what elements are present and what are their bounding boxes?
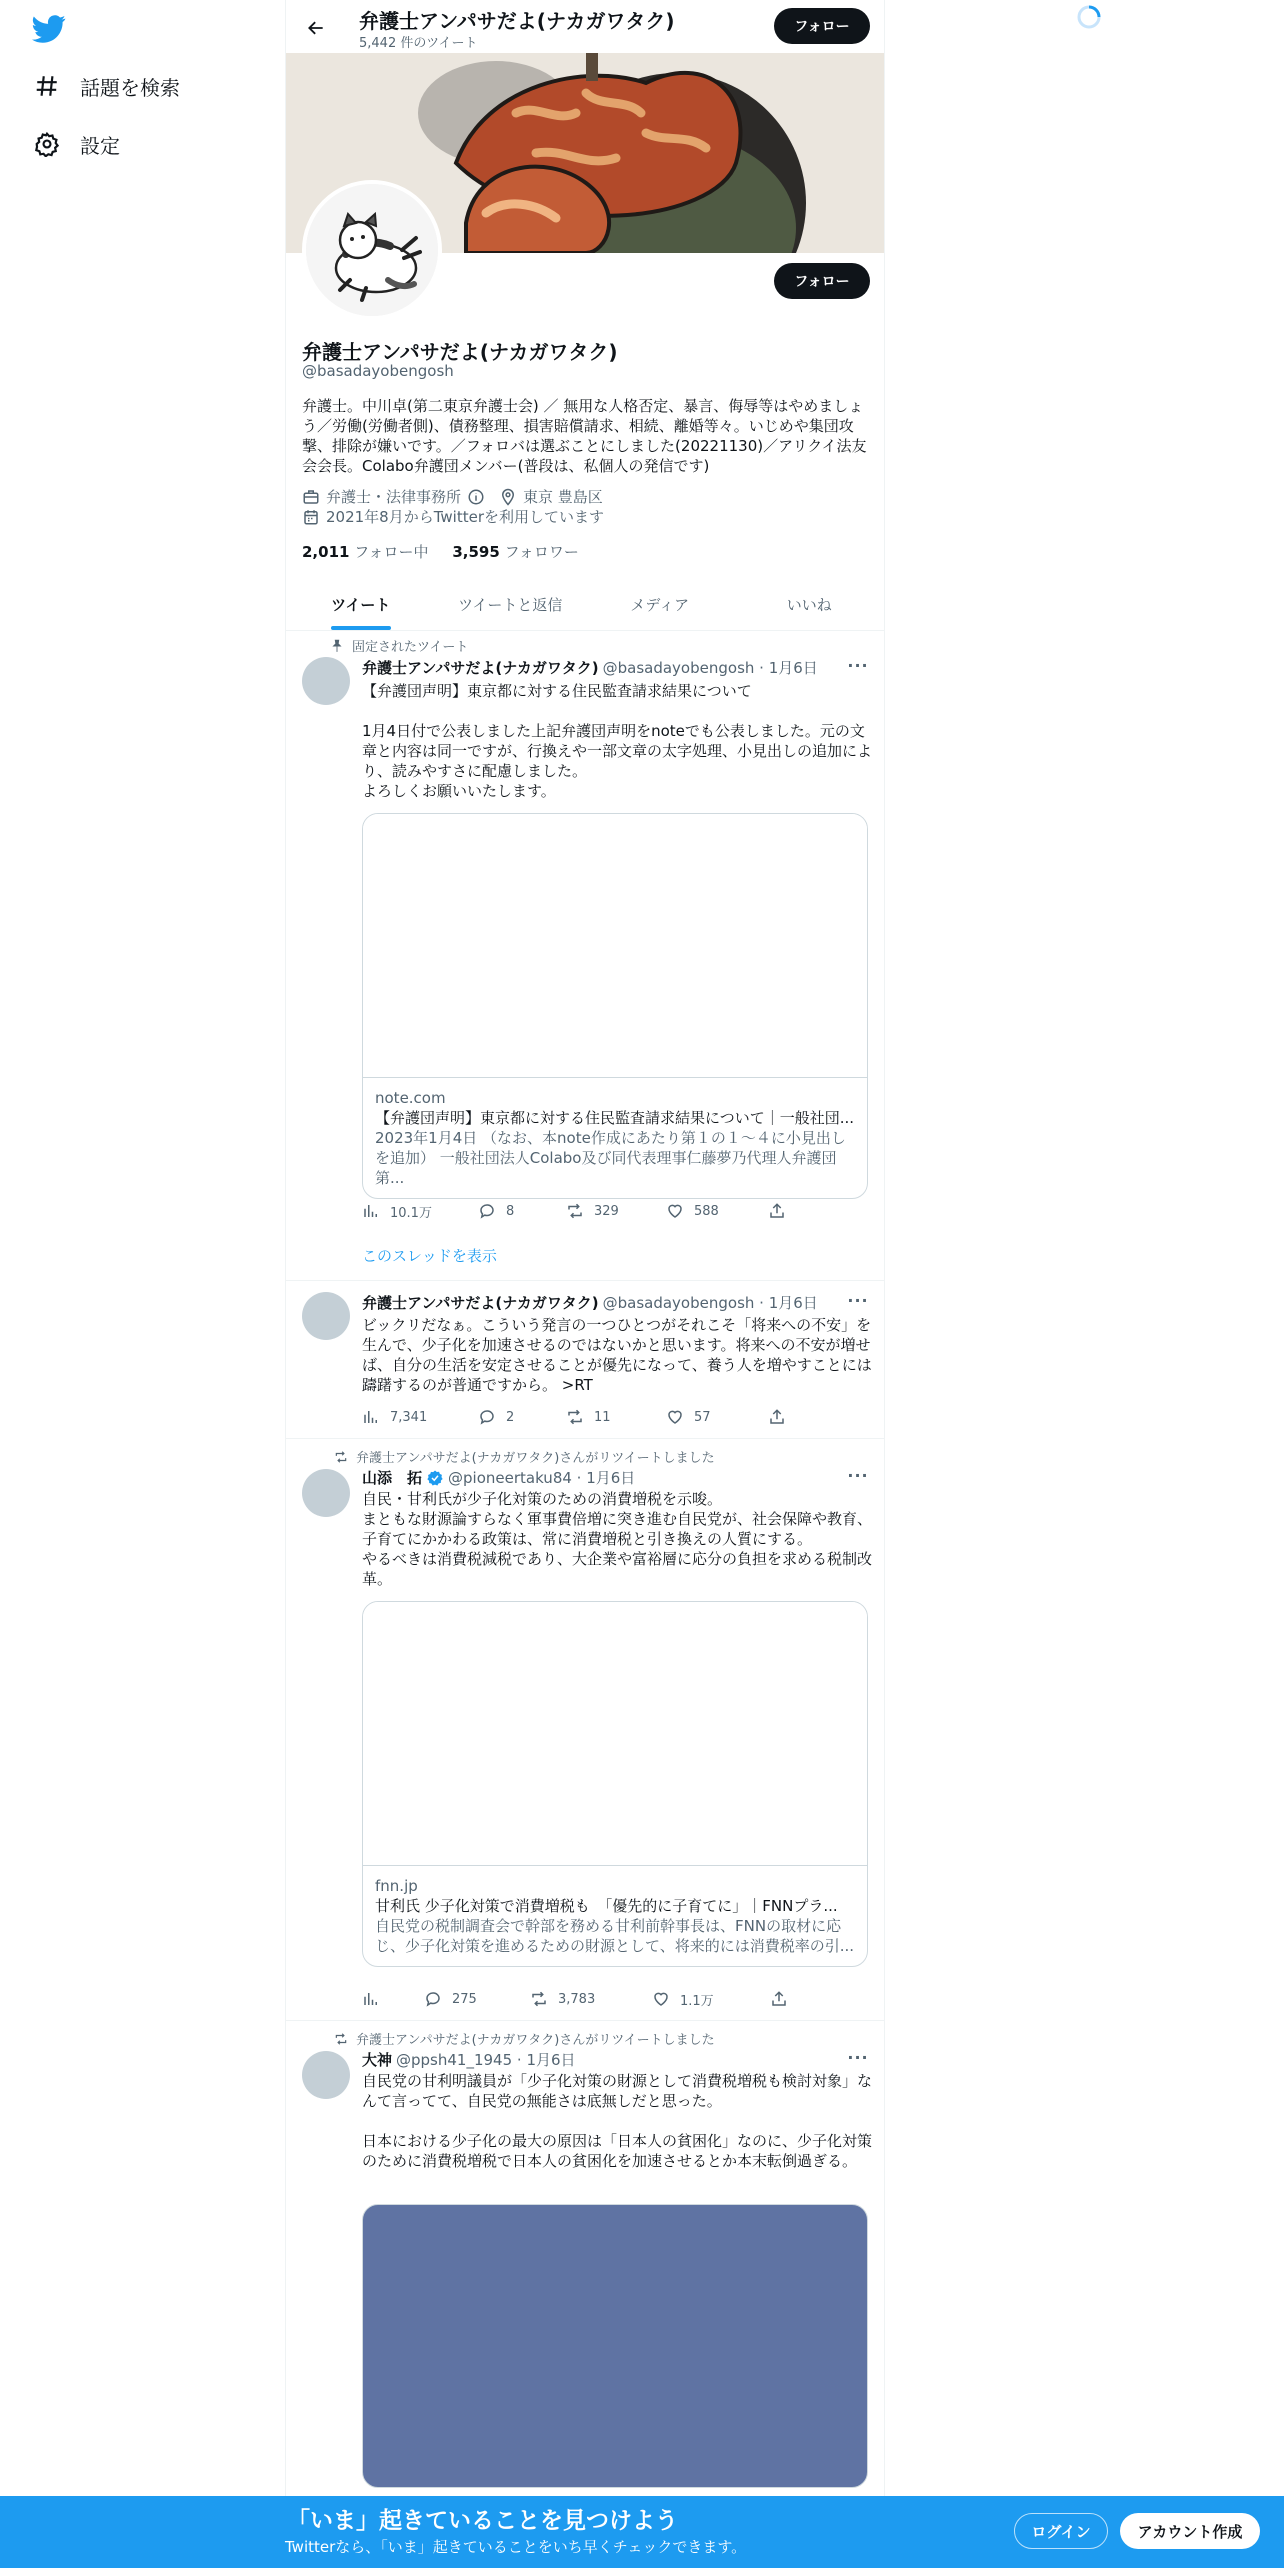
- briefcase-icon: [302, 488, 320, 506]
- info-icon[interactable]: [467, 488, 485, 506]
- retweeted-by-label[interactable]: 弁護士アンパサだよ(ナカガワタク)さんがリツイートしました: [356, 1451, 715, 1466]
- reply-button[interactable]: [478, 1202, 566, 1220]
- tweet-author-name[interactable]: 弁護士アンパサだよ(ナカガワタク): [362, 659, 599, 677]
- left-nav: [0, 0, 285, 2568]
- tweet-item[interactable]: [286, 631, 884, 1281]
- signup-button[interactable]: アカウント作成: [1120, 2513, 1260, 2549]
- tweet-header: [362, 657, 818, 678]
- profile-meta-row: [302, 486, 603, 507]
- followers-label: フォロワー: [504, 543, 579, 561]
- share-button[interactable]: [770, 1990, 788, 2008]
- profile-handle: @basadayobengosh: [302, 362, 454, 380]
- signup-banner-title: 「いま」起きていることを見つけよう: [287, 2508, 678, 2534]
- reply-icon: [478, 1408, 496, 1426]
- analytics-icon: [362, 1408, 380, 1426]
- profile-category: 弁護士・法律事務所: [326, 488, 462, 506]
- more-icon[interactable]: ···: [847, 2048, 869, 2067]
- share-button[interactable]: [768, 1408, 786, 1426]
- tweet-actions: [362, 1989, 792, 2009]
- profile-follow-button[interactable]: フォロー: [774, 263, 870, 299]
- following-link[interactable]: [302, 543, 429, 561]
- profile-joined-row: [302, 506, 604, 527]
- tweet-item[interactable]: [286, 2021, 884, 2501]
- cat-avatar-illustration: [306, 184, 438, 316]
- tweet-avatar[interactable]: [302, 657, 350, 705]
- reply-count: 8: [506, 1203, 515, 1219]
- tab-likes[interactable]: いいね: [786, 595, 832, 614]
- retweet-icon: [334, 1450, 348, 1464]
- nav-explore[interactable]: [34, 66, 180, 106]
- share-icon: [768, 1408, 786, 1426]
- views-button[interactable]: [362, 1990, 424, 2008]
- gear-icon: [34, 131, 60, 157]
- tweet-media-image[interactable]: [362, 2204, 868, 2488]
- link-card[interactable]: [362, 813, 868, 1199]
- more-icon[interactable]: ···: [847, 656, 869, 675]
- twitter-bird-icon[interactable]: [32, 12, 66, 46]
- card-domain: note.com: [375, 1089, 446, 1107]
- share-icon: [768, 1202, 786, 1220]
- retweet-button[interactable]: [530, 1990, 652, 2008]
- show-thread-link[interactable]: このスレッドを表示: [362, 1247, 497, 1265]
- reply-icon: [424, 1990, 442, 2008]
- link-card[interactable]: [362, 1601, 868, 1967]
- views-count: 7,341: [390, 1409, 428, 1425]
- card-title: 甘利氏 少子化対策で消費増税も 「優先的に子育てに」｜FNNプラ...: [375, 1897, 838, 1915]
- more-icon[interactable]: ···: [847, 1466, 869, 1485]
- reply-button[interactable]: [424, 1990, 530, 2008]
- tab-media[interactable]: メディア: [630, 595, 690, 614]
- tweet-meta[interactable]: @basadayobengosh · 1月6日: [602, 1294, 818, 1312]
- header-tweet-count: 5,442 件のツイート: [359, 36, 478, 51]
- tweet-actions: [362, 1407, 792, 1427]
- tweet-author-name[interactable]: 山添 拓: [362, 1469, 423, 1487]
- profile-name: 弁護士アンパサだよ(ナカガワタク): [302, 340, 618, 364]
- nav-settings-label: 設定: [80, 133, 120, 158]
- like-count: 588: [694, 1203, 719, 1219]
- like-button[interactable]: [666, 1408, 768, 1426]
- followers-count: 3,595: [452, 543, 500, 561]
- card-domain: fnn.jp: [375, 1877, 418, 1895]
- tweet-text: 【弁護団声明】東京都に対する住民監査請求結果について 1月4日付で公表しました上記弁護団声明をnoteでも公表しました。元の文章と内容は同一ですが、行換えや一部文章の太字処理、小見出しの追加により、読みやすさに配慮しました。 よろしくお願いいたします。: [362, 682, 873, 800]
- profile-joined-date: 2021年8月からTwitterを利用しています: [326, 508, 604, 526]
- verified-badge-icon: [426, 1469, 444, 1487]
- location-pin-icon: [499, 488, 517, 506]
- tweet-avatar[interactable]: [302, 1292, 350, 1340]
- card-image: [363, 1602, 867, 1866]
- tweet-header: [362, 1292, 818, 1313]
- tweet-header: [362, 1467, 635, 1488]
- calendar-icon: [302, 508, 320, 526]
- tweet-meta[interactable]: @basadayobengosh · 1月6日: [602, 659, 818, 677]
- reply-icon: [478, 1202, 496, 1220]
- login-button[interactable]: ログイン: [1014, 2513, 1108, 2549]
- following-label: フォロー中: [354, 543, 429, 561]
- tweet-text: 自民党の甘利明議員が「少子化対策の財源として消費税増税も検討対象」なんて言ってて、自民党の無能さは底無しだと思った。 日本における少子化の最大の原因は「日本人の貧困化」なのに、少子化対策のために消費税増税で日本人の貧困化を加速させるとか本末転倒過ぎる。: [362, 2072, 873, 2170]
- analytics-icon: [362, 1990, 380, 2008]
- reply-button[interactable]: [478, 1408, 566, 1426]
- tweet-author-name[interactable]: 弁護士アンパサだよ(ナカガワタク): [362, 1294, 599, 1312]
- profile-header-bar: [286, 0, 884, 53]
- views-button[interactable]: [362, 1202, 478, 1221]
- retweet-count: 11: [594, 1409, 611, 1425]
- card-description: 自民党の税制調査会で幹部を務める甘利前幹事長は、FNNの取材に応じ、少子化対策を進めるための財源として、将来的には消費税率の引...: [375, 1917, 855, 1955]
- nav-explore-label: 話題を検索: [80, 75, 180, 100]
- more-icon[interactable]: ···: [847, 1291, 869, 1310]
- tweet-context: [330, 636, 468, 655]
- tweet-meta[interactable]: @pioneertaku84 · 1月6日: [448, 1469, 636, 1487]
- tab-tweets[interactable]: ツイート: [286, 578, 436, 630]
- retweet-icon: [334, 2032, 348, 2046]
- tweet-header: [362, 2049, 576, 2070]
- follow-counts: [302, 541, 579, 562]
- share-button[interactable]: [768, 1202, 786, 1220]
- retweet-icon: [566, 1408, 584, 1426]
- card-image: [363, 814, 867, 1078]
- like-button[interactable]: [652, 1990, 770, 2009]
- tweet-context: [334, 1447, 715, 1466]
- pinned-label: 固定されたツイート: [352, 640, 469, 655]
- main-column: [285, 0, 885, 2568]
- arrow-left-icon: [306, 18, 326, 38]
- tweet-context: [334, 2029, 715, 2048]
- like-count: 57: [694, 1409, 711, 1425]
- retweet-icon: [530, 1990, 548, 2008]
- like-button[interactable]: [666, 1202, 768, 1220]
- loading-spinner-icon: [1076, 4, 1102, 30]
- tweet-avatar[interactable]: [302, 1469, 350, 1517]
- retweet-icon: [566, 1202, 584, 1220]
- retweet-count: 329: [594, 1203, 619, 1219]
- back-button[interactable]: [298, 10, 334, 46]
- header-title: 弁護士アンパサだよ(ナカガワタク): [359, 9, 675, 33]
- tweet-meta[interactable]: @ppsh41_1945 · 1月6日: [396, 2051, 576, 2069]
- nav-settings[interactable]: [34, 124, 120, 164]
- heart-icon: [652, 1990, 670, 2008]
- views-count: 10.1万: [390, 1205, 432, 1221]
- reply-count: 275: [452, 1991, 477, 2007]
- analytics-icon: [362, 1202, 380, 1220]
- card-description: 2023年1月4日 （なお、本note作成にあたり第１の１～４に小見出しを追加） 一般社団法人Colabo及び同代表理事仁藤夢乃代理人弁護団 第...: [375, 1129, 846, 1187]
- retweet-button[interactable]: [566, 1408, 666, 1426]
- views-button[interactable]: [362, 1408, 478, 1426]
- tab-tweets-replies[interactable]: ツイートと返信: [458, 595, 563, 614]
- following-count: 2,011: [302, 543, 350, 561]
- card-title: 【弁護団声明】東京都に対する住民監査請求結果について｜一般社団...: [375, 1109, 855, 1127]
- profile-tabs: [286, 578, 884, 631]
- share-icon: [770, 1990, 788, 2008]
- profile-location: 東京 豊島区: [523, 488, 603, 506]
- reply-count: 2: [506, 1409, 515, 1425]
- tweet-actions: [362, 1201, 792, 1221]
- tweet-avatar[interactable]: [302, 2051, 350, 2099]
- signup-banner-subtitle: Twitterなら、「いま」起きていることをいち早くチェックできます。: [285, 2538, 747, 2556]
- retweet-count: 3,783: [558, 1991, 596, 2007]
- profile-bio: 弁護士。中川卓(第二東京弁護士会) ／ 無用な人格否定、暴言、侮辱等はやめましょう／労働(労働者側)、債務整理、損害賠償請求、相続、離婚等々。いじめや集団攻撃、排除が嫌いです。／フォロバは選ぶことにしました(20221130)／アリクイ法友会会長。Colabo弁護団メンバー(普段は、私個人の発信です): [302, 397, 867, 475]
- signup-banner: [0, 2496, 1284, 2568]
- pin-icon: [330, 639, 344, 653]
- like-count: 1.1万: [680, 1993, 714, 2009]
- tweet-text: 自民・甘利氏が少子化対策のための消費増税を示唆。 まともな財源論すらなく軍事費倍増に突き進む自民党が、社会保障や教育、子育てにかかわる政策は、常に消費増税と引き換えの人質にする。 やるべきは消費税減税であり、大企業や富裕層に応分の負担を求める税制改革。: [362, 1490, 873, 1588]
- tweet-text: ビックリだなぁ。こういう発言の一つひとつがそれこそ「将来への不安」を生んで、少子化を加速させるのではないかと思います。将来への不安が増せば、自分の生活を安定させることが優先になって、養う人を増やすことには躊躇するのが普通ですから。 >RT: [362, 1316, 872, 1394]
- heart-icon: [666, 1202, 684, 1220]
- followers-link[interactable]: [452, 543, 579, 561]
- tweet-item[interactable]: [286, 1281, 884, 1439]
- header-follow-button[interactable]: フォロー: [774, 8, 870, 44]
- hashtag-icon: [34, 73, 60, 99]
- retweet-button[interactable]: [566, 1202, 666, 1220]
- retweeted-by-label[interactable]: 弁護士アンパサだよ(ナカガワタク)さんがリツイートしました: [356, 2033, 715, 2048]
- tweet-item[interactable]: [286, 1439, 884, 2021]
- profile-avatar[interactable]: [302, 180, 442, 320]
- heart-icon: [666, 1408, 684, 1426]
- tweet-author-name[interactable]: 大神: [362, 2051, 393, 2069]
